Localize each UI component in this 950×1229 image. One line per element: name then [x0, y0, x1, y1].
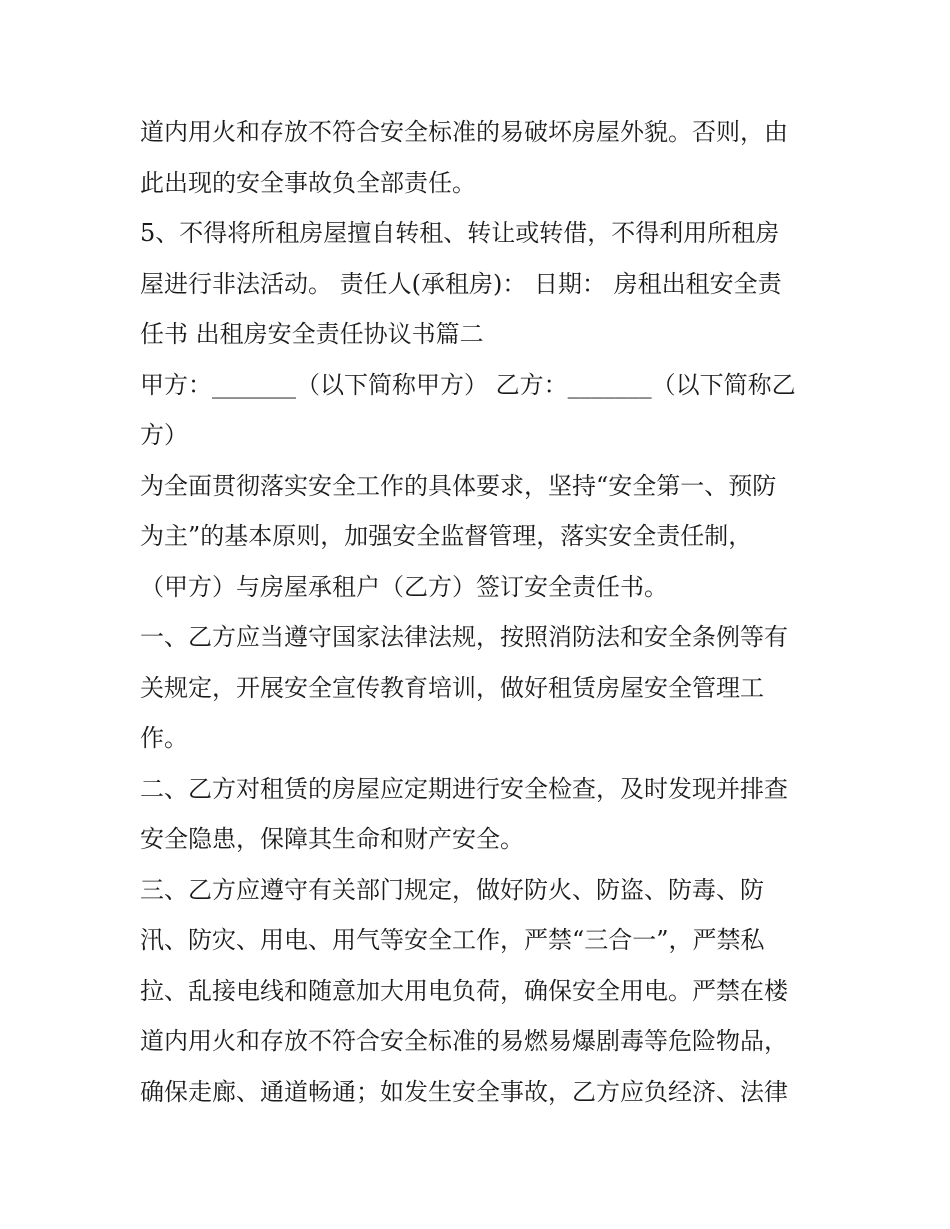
- document-body: [140, 107, 830, 1117]
- text-line: 道内用火和存放不符合安全标准的易破坏房屋外貌。否则，由: [140, 118, 788, 146]
- text-line: 作。: [140, 724, 188, 752]
- text-line: 任书 出租房安全责任协议书篇二: [140, 320, 484, 348]
- text-line: 甲方：_______（以下简称甲方） 乙方：_______（以下简称乙: [140, 370, 796, 399]
- text-line: 三、乙方应遵守有关部门规定，做好防火、防盗、防毒、防: [140, 875, 764, 904]
- text-line: 汛、防灾、用电、用气等安全工作，严禁“三合一”，严禁私: [140, 926, 765, 954]
- text-line: 此出现的安全事故负全部责任。: [140, 168, 476, 197]
- text-line: 为主”的基本原则，加强安全监督管理，落实安全责任制，: [140, 522, 753, 550]
- text-line: 拉、乱接电线和随意加大用电负荷，确保安全用电。严禁在楼: [140, 976, 788, 1005]
- text-line: 5、不得将所租房屋擅自转租、转让或转借，不得利用所租房: [140, 219, 780, 247]
- text-line: 确保走廊、通道畅通；如发生安全事故，乙方应负经济、法律: [140, 1077, 788, 1106]
- text-line: 方）: [140, 421, 188, 449]
- text-line: 二、乙方对租赁的房屋应定期进行安全检查，及时发现并排查: [140, 774, 788, 803]
- text-line: 为全面贯彻落实安全工作的具体要求，坚持“安全第一、预防: [140, 471, 777, 500]
- text-line: 一、乙方应当遵守国家法律法规，按照消防法和安全条例等有: [140, 623, 788, 651]
- text-line: 道内用火和存放不符合安全标准的易燃易爆剧毒等危险物品，: [140, 1027, 788, 1055]
- text-line: 屋进行非法活动。 责任人(承租房)： 日期： 房租出租安全责: [140, 269, 782, 298]
- text-line: 安全隐患，保障其生命和财产安全。: [140, 825, 524, 853]
- text-line: 关规定，开展安全宣传教育培训，做好租赁房屋安全管理工: [140, 673, 764, 702]
- text-line: （甲方）与房屋承租户（乙方）签订安全责任书。: [140, 572, 668, 601]
